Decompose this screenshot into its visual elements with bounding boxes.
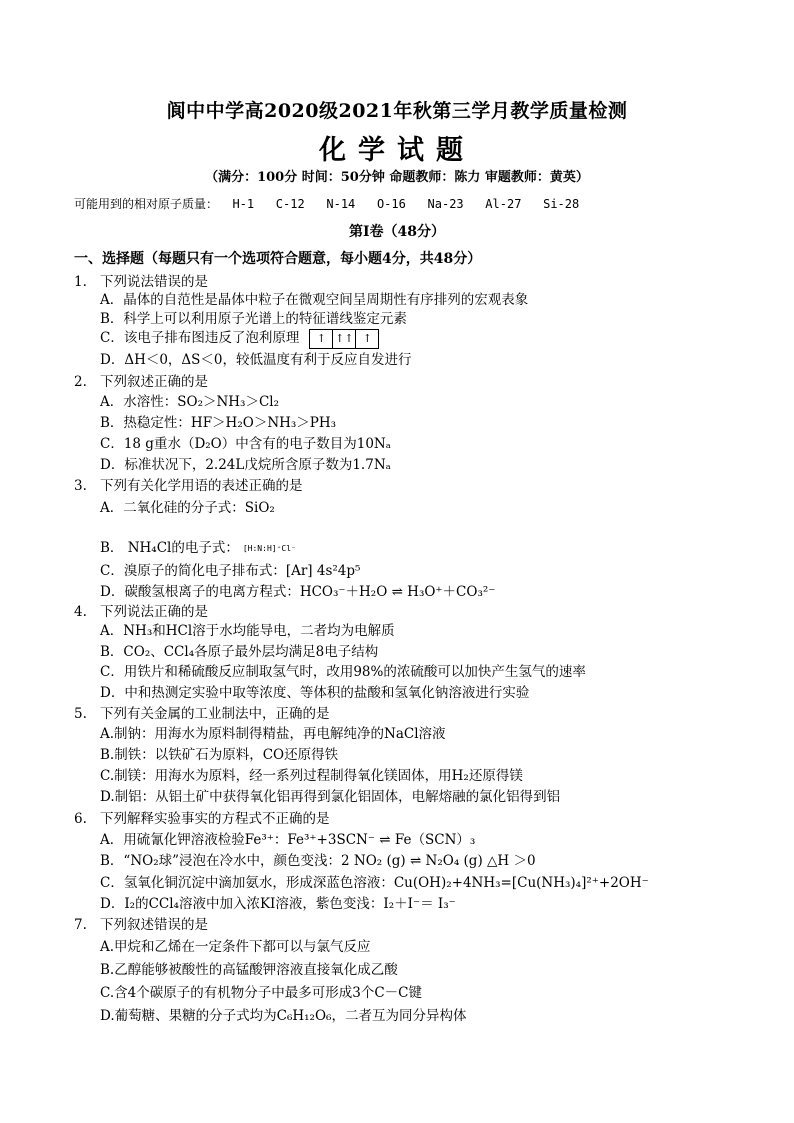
option: B．科学上可以利用原子光谱上的特征谱线鉴定元素 bbox=[100, 311, 407, 327]
section-heading: 一、选择题（每题只有一个选项符合题意，每小题4分，共48分） bbox=[74, 251, 482, 267]
orbital-diagram: ↑ ↑↑ ↑ bbox=[309, 329, 379, 349]
option: B．“NO₂球”浸泡在冷水中，颜色变浅：2 NO₂ (g) ⇌ N₂O₄ (g) △H ＞0 bbox=[100, 853, 536, 869]
option: B．CO₂、CCl₄各原子最外层均满足8电子结构 bbox=[100, 644, 379, 660]
option: A．晶体的自范性是晶体中粒子在微观空间呈周期性有序排列的宏观表象 bbox=[100, 292, 529, 308]
question-stem: 4. 下列说法正确的是 bbox=[74, 604, 208, 620]
option: D.葡萄糖、果糖的分子式均为C₆H₁₂O₆，二者互为同分异构体 bbox=[100, 1008, 467, 1024]
option: A．水溶性：SO₂＞NH₃＞Cl₂ bbox=[100, 394, 280, 410]
option: A．用硫氰化钾溶液检验Fe³⁺：Fe³⁺+3SCN⁻ ⇌ Fe（SCN）₃ bbox=[100, 832, 476, 848]
electron-formula: [H:N:H]⁺Cl⁻ bbox=[242, 543, 296, 553]
atomic-masses: 可能用到的相对原子质量： H-1 C-12 N-14 O-16 Na-23 Al-27 Si-28 bbox=[74, 197, 580, 211]
option: C．氢氧化铜沉淀中滴加氨水，形成深蓝色溶液：Cu(OH)₂+4NH₃=[Cu(NH₃)₄]²⁺+2OH⁻ bbox=[100, 875, 649, 891]
option: D．标准状况下，2.24L戊烷所含原子数为1.7Nₐ bbox=[100, 457, 391, 473]
option: A．二氧化硅的分子式：SiO₂ bbox=[100, 500, 275, 516]
question-stem: 7. 下列叙述错误的是 bbox=[74, 917, 208, 933]
question-stem: 2. 下列叙述正确的是 bbox=[74, 374, 208, 390]
option: A.制钠：用海水为原料制得精盐，再电解纯净的NaCl溶液 bbox=[100, 726, 446, 742]
option: D．中和热测定实验中取等浓度、等体积的盐酸和氢氧化钠溶液进行实验 bbox=[100, 685, 530, 701]
option: B． NH₄Cl的电子式： [H:N:H]⁺Cl⁻ bbox=[100, 540, 296, 556]
option: C.制镁：用海水为原料，经一系列过程制得氧化镁固体，用H₂还原得镁 bbox=[100, 768, 523, 784]
option: B．热稳定性：HF＞H₂O＞NH₃＞PH₃ bbox=[100, 415, 337, 431]
option: B.制铁：以铁矿石为原料，CO还原得铁 bbox=[100, 747, 339, 763]
option: C.含4个碳原子的有机物分子中最多可形成3个C－C键 bbox=[100, 985, 422, 1001]
question-stem: 3. 下列有关化学用语的表述正确的是 bbox=[74, 478, 303, 494]
option: D．碳酸氢根离子的电离方程式：HCO₃⁻＋H₂O ⇌ H₃O⁺＋CO₃²⁻ bbox=[100, 584, 496, 600]
volume-heading: 第Ⅰ卷（48分） bbox=[348, 224, 446, 240]
question-stem: 1. 下列说法错误的是 bbox=[74, 274, 208, 290]
option: D.制铝：从铝土矿中获得氧化铝再得到氯化铝固体，电解熔融的氯化铝得到铝 bbox=[100, 789, 561, 805]
option: A．NH₃和HCl溶于水均能导电，二者均为电解质 bbox=[100, 623, 395, 639]
option: C．18 g重水（D₂O）中含有的电子数目为10Nₐ bbox=[100, 436, 391, 452]
subject-title: 化学试题 bbox=[319, 135, 475, 166]
option: D．ΔH＜0，ΔS＜0，较低温度有利于反应自发进行 bbox=[100, 352, 412, 368]
option: A.甲烷和乙烯在一定条件下都可以与氯气反应 bbox=[100, 939, 371, 955]
exam-title: 阆中中学高2020级2021年秋第三学月教学质量检测 bbox=[166, 100, 628, 122]
option: B.乙醇能够被酸性的高锰酸钾溶液直接氧化成乙酸 bbox=[100, 962, 398, 978]
option: C．溴原子的简化电子排布式：[Ar] 4s²4p⁵ bbox=[100, 563, 361, 579]
exam-info: （满分：100分 时间：50分钟 命题教师：陈力 审题教师：黄英） bbox=[205, 170, 589, 185]
option: C．该电子排布图违反了泡利原理 ↑ ↑↑ ↑ bbox=[100, 326, 379, 349]
option: C．用铁片和稀硫酸反应制取氢气时，改用98%的浓硫酸可以加快产生氢气的速率 bbox=[100, 664, 586, 680]
option: D．I₂的CCl₄溶液中加入浓KI溶液，紫色变浅：I₂＋I⁻＝ I₃⁻ bbox=[100, 896, 456, 912]
question-stem: 5. 下列有关金属的工业制法中，正确的是 bbox=[74, 706, 330, 722]
question-stem: 6. 下列解释实验事实的方程式不正确的是 bbox=[74, 811, 330, 827]
